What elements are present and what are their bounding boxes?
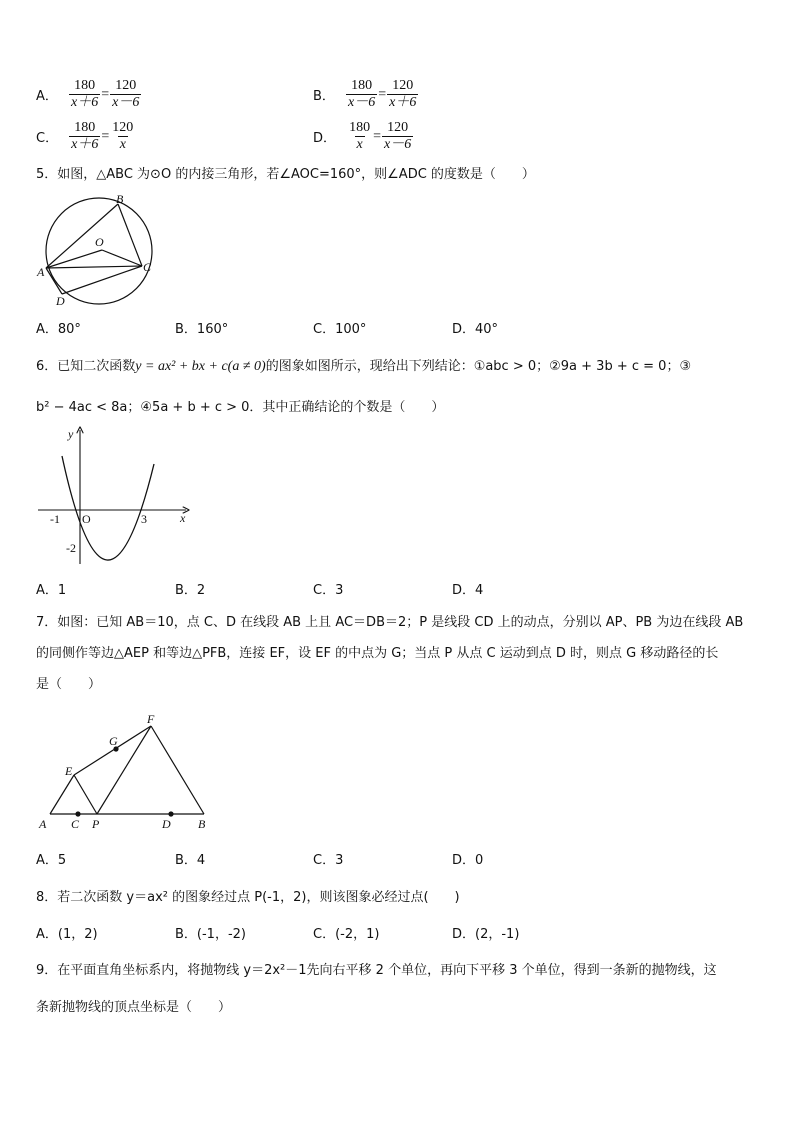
q4-a-right-fraction: $\frac{120}{x-6}$ bbox=[112, 78, 140, 110]
q6-line1: 6．已知二次函数y = ax² + bx + c(a ≠ 0)的图象如图所示，现给出下列结论：①abc > 0；②9a + 3b + c = 0；③ bbox=[36, 359, 692, 374]
label-f: F bbox=[147, 712, 155, 726]
label-g: G bbox=[109, 734, 118, 748]
q9-line2: 条新抛物线的顶点坐标是（ ） bbox=[36, 1000, 232, 1015]
label-p: P bbox=[92, 817, 100, 831]
q5-option-c: C．100° bbox=[313, 322, 367, 337]
q7-line1: 7．如图：已知 AB＝10，点 C、D 在线段 AB 上且 AC＝DB＝2；P 是线段 CD 上的动点，分别以 AP、PB 为边在线段 AB bbox=[36, 615, 744, 630]
q7-line3: 是（ ） bbox=[36, 677, 102, 692]
q8-option-d: D．(2，-1) bbox=[452, 927, 520, 942]
point-c bbox=[75, 811, 80, 816]
q7-line2: 的同侧作等边△AEP 和等边△PFB，连接 EF，设 EF 的中点为 G；当点 P 从点 C 运动到点 D 时，则点 G 移动路径的长 bbox=[36, 646, 719, 661]
label-three: 3 bbox=[141, 512, 147, 526]
q6-option-c: C．3 bbox=[313, 583, 344, 598]
segment-oc bbox=[102, 250, 142, 266]
q4-option-c: C． $\frac{180}{x+6}$ = $\frac{120}{x}$ bbox=[36, 120, 134, 152]
q8-option-a: A．(1，2) bbox=[36, 927, 98, 942]
label-neg1: -1 bbox=[50, 512, 60, 526]
q6-option-a: A．1 bbox=[36, 583, 67, 598]
q4-b-left-fraction: $\frac{180}{x-6}$ bbox=[348, 78, 376, 110]
q6-option-b: B．2 bbox=[175, 583, 206, 598]
segment-ao bbox=[46, 250, 102, 268]
q4-a-left-fraction: $\frac{180}{x+6}$ bbox=[71, 78, 99, 110]
q8-text: 8．若二次函数 y＝ax² 的图象经过点 P(-1，2)，则该图象必经过点( ) bbox=[36, 890, 460, 905]
label-d: D bbox=[162, 817, 171, 831]
segment-fb bbox=[151, 726, 204, 814]
q6-option-d: D．4 bbox=[452, 583, 484, 598]
q4-c-right-fraction: $\frac{120}{x}$ bbox=[112, 120, 134, 152]
point-d bbox=[168, 811, 173, 816]
q5-text: 5．如图，△ABC 为⊙O 的内接三角形，若∠AOC=160°，则∠ADC 的度数是（ ） bbox=[36, 167, 535, 182]
q4-c-left-fraction: $\frac{180}{x+6}$ bbox=[71, 120, 99, 152]
label-b: B bbox=[116, 192, 124, 206]
label-d: D bbox=[56, 294, 65, 308]
segment-ae bbox=[50, 775, 74, 814]
q9-line1: 9．在平面直角坐标系内，将抛物线 y＝2x²－1先向右平移 2 个单位，再向下平移 3 个单位，得到一条新的抛物线，这 bbox=[36, 963, 717, 978]
q4-d-right-fraction: $\frac{120}{x-6}$ bbox=[384, 120, 412, 152]
segment-ep bbox=[74, 775, 97, 814]
q4-option-d: D． $\frac{180}{x}$ = $\frac{120}{x-6}$ bbox=[313, 120, 412, 152]
q5-option-b: B．160° bbox=[175, 322, 229, 337]
q5-option-d: D．40° bbox=[452, 322, 499, 337]
label-a: A bbox=[39, 817, 47, 831]
label-e: E bbox=[65, 764, 73, 778]
q7-option-a: A．5 bbox=[36, 853, 67, 868]
label-neg2: -2 bbox=[66, 541, 76, 555]
q4-option-a: A． $\frac{180}{x+6}$ = $\frac{120}{x-6}$ bbox=[36, 78, 140, 110]
label-o: O bbox=[95, 235, 104, 249]
label-x: x bbox=[180, 511, 186, 525]
label-y: y bbox=[68, 427, 74, 441]
segment-ad bbox=[46, 268, 62, 294]
segment-ab bbox=[46, 204, 118, 268]
segment-dc bbox=[62, 266, 142, 294]
label-c: C bbox=[143, 260, 152, 274]
label-c: C bbox=[71, 817, 80, 831]
q8-option-b: B．(-1，-2) bbox=[175, 927, 246, 942]
q4-d-left-fraction: $\frac{180}{x}$ bbox=[349, 120, 371, 152]
q7-option-b: B．4 bbox=[175, 853, 206, 868]
q4-b-right-fraction: $\frac{120}{x+6}$ bbox=[389, 78, 417, 110]
q6-line2: b² − 4ac < 8a；④5a + b + c > 0．其中正确结论的个数是（ ） bbox=[36, 400, 445, 415]
label-b: B bbox=[198, 817, 206, 831]
q7-option-c: C．3 bbox=[313, 853, 344, 868]
q5-option-a: A．80° bbox=[36, 322, 81, 337]
q6-parabola-figure bbox=[34, 424, 194, 570]
q8-option-c: C．(-2，1) bbox=[313, 927, 380, 942]
q5-circle-figure bbox=[34, 192, 160, 310]
segment-ac bbox=[46, 266, 142, 268]
label-origin: O bbox=[82, 512, 91, 526]
segment-bc bbox=[118, 204, 142, 266]
q7-option-d: D．0 bbox=[452, 853, 484, 868]
q4-option-b: B． $\frac{180}{x-6}$ = $\frac{120}{x+6}$ bbox=[313, 78, 417, 110]
label-a: A bbox=[37, 265, 45, 279]
q7-triangle-figure bbox=[34, 706, 214, 834]
segment-pf bbox=[97, 726, 151, 814]
